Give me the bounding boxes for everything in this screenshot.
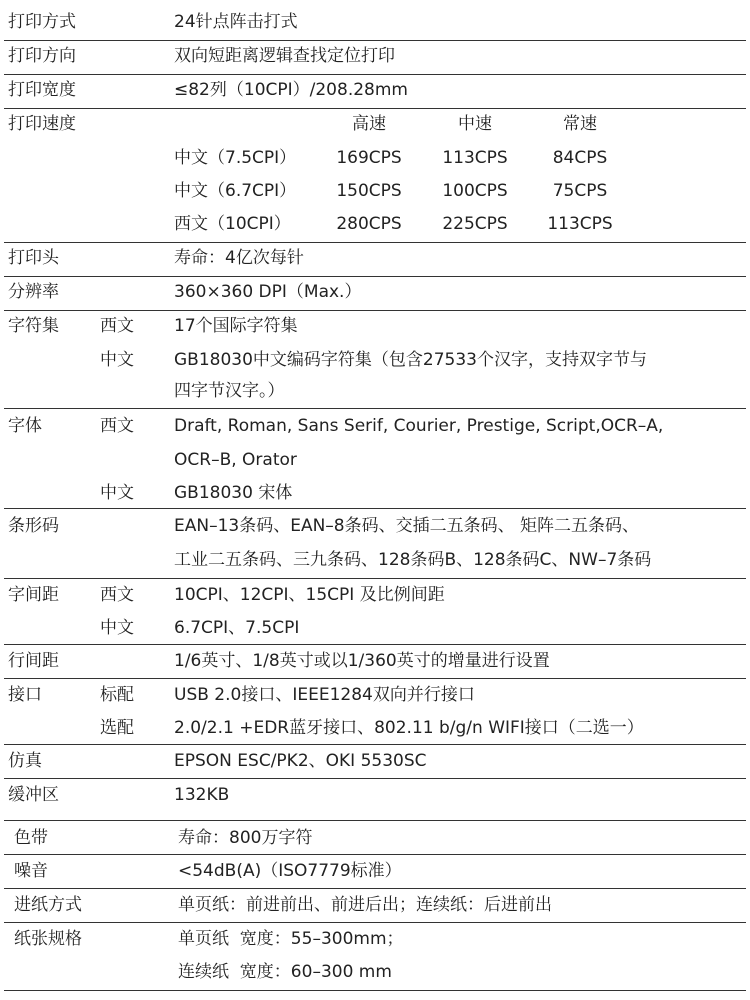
spec-row-buffer xyxy=(4,778,746,821)
spec-sublabel: 中文 xyxy=(100,350,134,370)
spec-row-emulation xyxy=(4,744,746,779)
spec-label: 噪音 xyxy=(14,861,48,881)
spec-row-print-speed xyxy=(4,108,746,243)
spec-sublabel: 选配 xyxy=(100,718,134,738)
spec-label: 色带 xyxy=(14,828,48,848)
speed-value: 113CPS xyxy=(547,214,613,234)
speed-value: 225CPS xyxy=(442,214,508,234)
spec-label: 条形码 xyxy=(8,516,59,536)
speed-header-normal: 常速 xyxy=(563,114,597,134)
speed-mode: 中文（7.5CPI） xyxy=(174,148,297,168)
speed-value: 84CPS xyxy=(552,148,608,168)
speed-value: 100CPS xyxy=(442,181,508,201)
spec-value: 寿命：4亿次每针 xyxy=(174,248,304,268)
spec-value: ≤82列（10CPI）/208.28mm xyxy=(174,80,408,100)
spec-label: 仿真 xyxy=(8,751,42,771)
spec-value: 1/6英寸、1/8英寸或以1/360英寸的增量进行设置 xyxy=(174,651,550,671)
spec-label: 字符集 xyxy=(8,316,59,336)
spec-label: 行间距 xyxy=(8,651,59,671)
speed-value: 169CPS xyxy=(336,148,402,168)
spec-row-barcode xyxy=(4,508,746,579)
spec-label: 打印速度 xyxy=(8,114,76,134)
speed-value: 150CPS xyxy=(336,181,402,201)
spec-value: 双向短距离逻辑查找定位打印 xyxy=(174,46,395,66)
spec-value: 单页纸：前进前出、前进后出；连续纸：后进前出 xyxy=(178,895,552,915)
speed-value: 75CPS xyxy=(552,181,608,201)
spec-label: 字间距 xyxy=(8,585,59,605)
spec-sublabel: 西文 xyxy=(100,316,134,336)
spec-value: 单页纸 宽度：55–300mm； xyxy=(178,929,404,949)
speed-mode: 西文（10CPI） xyxy=(174,214,291,234)
spec-row-print-head xyxy=(4,242,746,277)
spec-row-print-method xyxy=(4,0,746,41)
spec-row-noise xyxy=(4,854,746,889)
spec-value: 连续纸 宽度：60–300 mm xyxy=(178,962,392,982)
spec-row-font xyxy=(4,408,746,509)
spec-label: 分辨率 xyxy=(8,282,59,302)
spec-sublabel: 西文 xyxy=(100,416,134,436)
spec-label: 字体 xyxy=(8,416,42,436)
spec-row-paper-size xyxy=(4,922,746,991)
spec-label: 接口 xyxy=(8,685,42,705)
spec-value: 2.0/2.1 +EDR蓝牙接口、802.11 b/g/n WIFI接口（二选一） xyxy=(174,718,644,738)
spec-value: GB18030中文编码字符集（包含27533个汉字，支持双字节与 xyxy=(174,350,647,370)
spec-row-char-spacing xyxy=(4,578,746,645)
speed-header-mid: 中速 xyxy=(458,114,492,134)
spec-value: <54dB(A)（ISO7779标准） xyxy=(178,861,402,881)
spec-row-paper-feed xyxy=(4,888,746,923)
spec-label: 打印方向 xyxy=(8,46,76,66)
spec-label: 缓冲区 xyxy=(8,785,59,805)
spec-label: 打印宽度 xyxy=(8,80,76,100)
speed-value: 280CPS xyxy=(336,214,402,234)
spec-value: 寿命：800万字符 xyxy=(178,828,313,848)
spec-value: Draft, Roman, Sans Serif, Courier, Prestige, Script,OCR–A, xyxy=(174,416,664,436)
spec-value: 6.7CPI、7.5CPI xyxy=(174,618,300,638)
spec-sublabel: 标配 xyxy=(100,685,134,705)
spec-value: 10CPI、12CPI、15CPI 及比例间距 xyxy=(174,585,445,605)
spec-sublabel: 中文 xyxy=(100,618,134,638)
spec-sublabel: 西文 xyxy=(100,585,134,605)
speed-value: 113CPS xyxy=(442,148,508,168)
spec-row-line-spacing xyxy=(4,644,746,679)
spec-row-ribbon xyxy=(4,820,746,855)
spec-value: 132KB xyxy=(174,785,230,805)
spec-value: GB18030 宋体 xyxy=(174,483,293,503)
spec-label: 纸张规格 xyxy=(14,929,82,949)
spec-sublabel: 中文 xyxy=(100,483,134,503)
spec-label: 进纸方式 xyxy=(14,895,82,915)
spec-value: EPSON ESC/PK2、OKI 5530SC xyxy=(174,751,427,771)
spec-row-print-direction xyxy=(4,40,746,75)
spec-value: EAN–13条码、EAN–8条码、交插二五条码、 矩阵二五条码、 xyxy=(174,516,640,536)
spec-value: 17个国际字符集 xyxy=(174,316,298,336)
spec-value: 24针点阵击打式 xyxy=(174,12,298,32)
spec-value: 工业二五条码、三九条码、128条码B、128条码C、NW–7条码 xyxy=(174,550,652,570)
spec-label: 打印方式 xyxy=(8,12,76,32)
spec-row-charset xyxy=(4,310,746,409)
spec-value: 360×360 DPI（Max.） xyxy=(174,282,362,302)
spec-value: USB 2.0接口、IEEE1284双向并行接口 xyxy=(174,685,475,705)
spec-row-interface xyxy=(4,678,746,745)
spec-row-resolution xyxy=(4,276,746,311)
spec-value: OCR–B, Orator xyxy=(174,450,297,470)
speed-mode: 中文（6.7CPI） xyxy=(174,181,297,201)
spec-value: 四字节汉字。） xyxy=(174,381,285,401)
spec-row-print-width xyxy=(4,74,746,109)
speed-header-high: 高速 xyxy=(352,114,386,134)
spec-label: 打印头 xyxy=(8,248,59,268)
